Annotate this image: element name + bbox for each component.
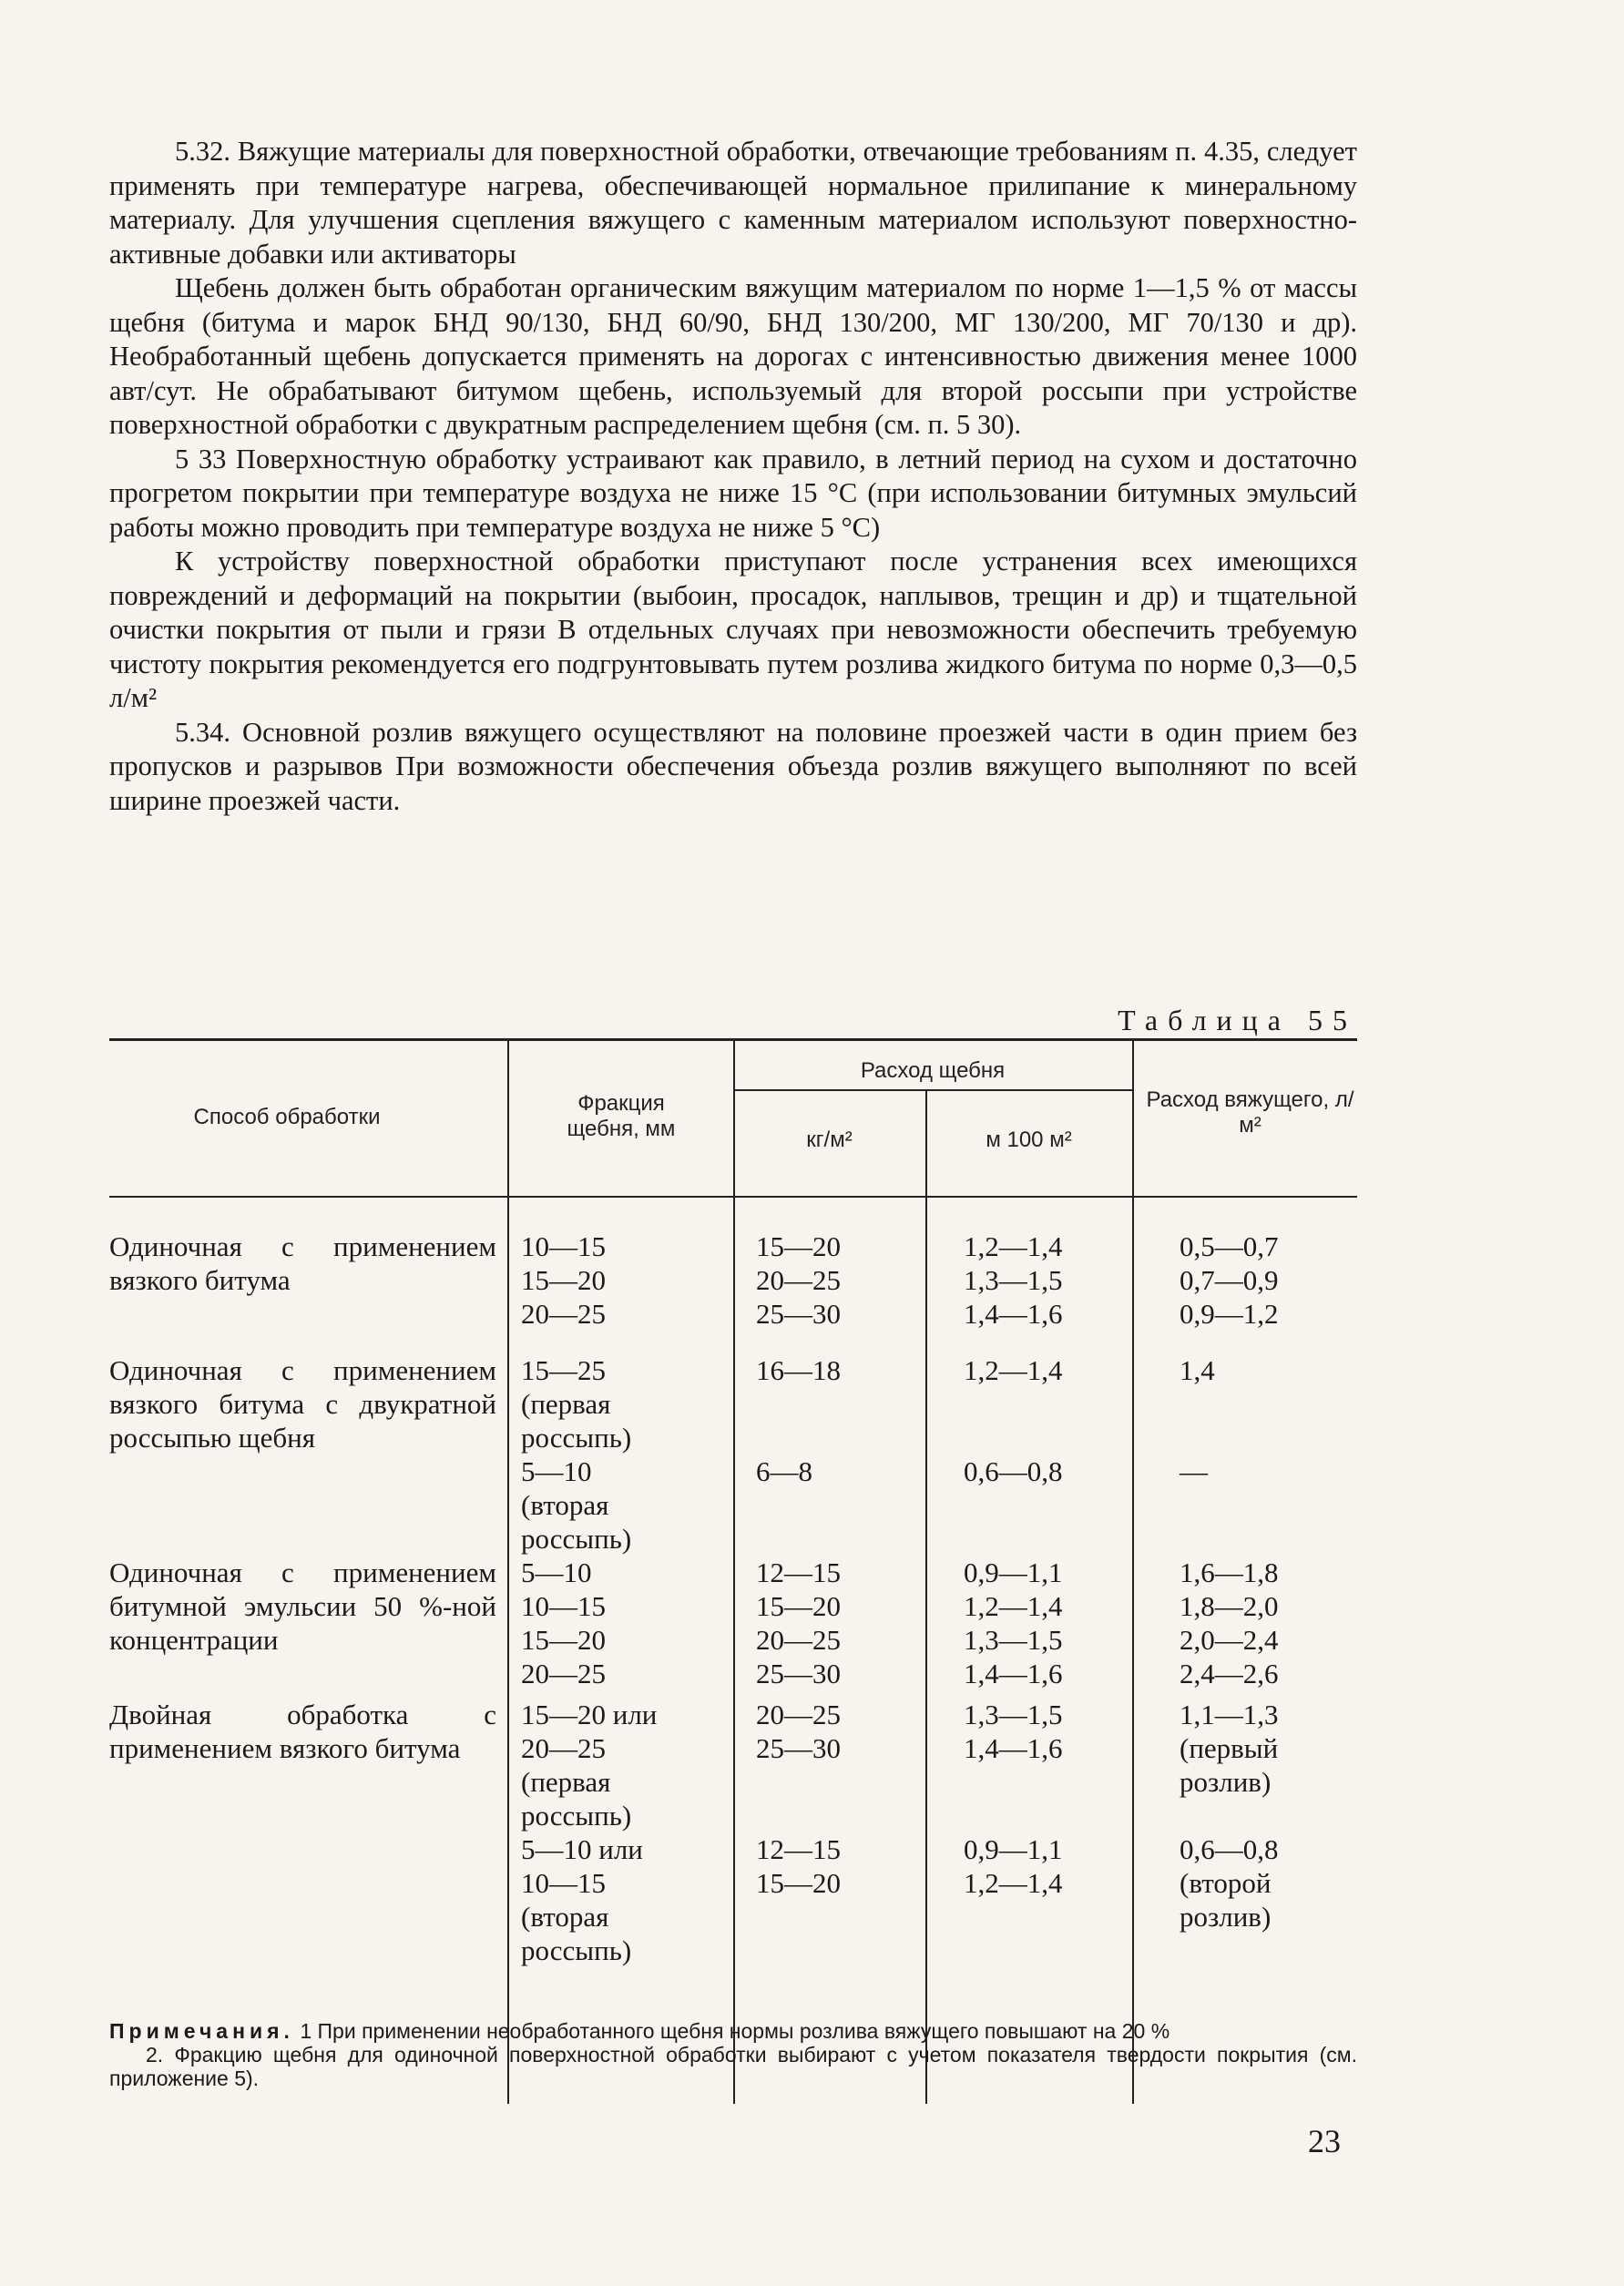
note-1	[109, 2019, 1357, 2043]
table-fraction-cell: 15—25 (первая россыпь) 5—10 (вторая россыпь)	[521, 1354, 632, 1555]
table-m3-cell: 1,2—1,4 0,6—0,8	[964, 1354, 1063, 1487]
header-binder: Расход вяжущего, л/м²	[1146, 1087, 1354, 1138]
column-divider	[925, 1089, 927, 2104]
paragraph: 5 33 Поверхностную обработку устраивают как правило, в летний период на сухом и достаточно прогретом покрытии при температуре воздуха не ниже 15 °С (при использовании битумных эмульсий работы можно проводить при температуре воздуха не ниже 5 °С)	[109, 443, 1357, 543]
table-fraction-cell: 15—20 или 20—25 (первая россыпь) 5—10 или 10—15 (вторая россыпь)	[521, 1699, 658, 1966]
table-fraction-cell: 5—10 10—15 15—20 20—25	[521, 1556, 606, 1689]
table-method-cell: Одиночная с применением битумной эмульсии 50 %-ной концентрации	[109, 1556, 496, 1656]
table-kg-cell: 20—25 25—30 12—15 15—20	[756, 1699, 841, 1899]
header-fraction: Фракция щебня, мм	[567, 1091, 676, 1141]
table-fraction-cell: 10—15 15—20 20—25	[521, 1230, 606, 1330]
table-kg-cell: 15—20 20—25 25—30	[756, 1230, 841, 1330]
paragraph: Щебень должен быть обработан органическим вяжущим материалом по норме 1—1,5 % от массы щебня (битума и марок БНД 90/130, БНД 60/90, БНД 130/200, МГ 130/200, МГ 70/130 и др). Необработанный щебень допускается применять на дорогах с интенсивностью движения менее 1000 авт/сут. Не обрабатывают битумом щебень, используемый для второй россыпи при устройстве поверхностной обработки с двукратным распределением щебня (см. п. 5 30).	[109, 272, 1357, 440]
table-m3-cell: 1,2—1,4 1,3—1,5 1,4—1,6	[964, 1230, 1063, 1330]
header-m3: м 100 м²	[986, 1128, 1072, 1152]
stone-group-rule	[733, 1089, 1132, 1091]
column-divider	[507, 1041, 509, 2104]
body-text	[109, 135, 1357, 818]
note-1-text: 1 При применении необработанного щебня нормы розлива вяжущего повышают на 20 %	[300, 2019, 1170, 2043]
table-method-cell: Двойная обработка с применением вязкого битума	[109, 1699, 496, 1764]
table-m3-cell: 1,3—1,5 1,4—1,6 0,9—1,1 1,2—1,4	[964, 1699, 1063, 1899]
paragraph: 5.34. Основной розлив вяжущего осуществляют на половине проезжей части в один прием без пропусков и разрывов При возможности обеспечения объезда розлив вяжущего выполняют по всей ширине проезжей части.	[109, 716, 1357, 816]
column-divider	[733, 1041, 735, 2104]
table-method-cell: Одиночная с применением вязкого битума с двукратной россыпью щебня	[109, 1354, 496, 1454]
paragraph: 5.32. Вяжущие материалы для поверхностной обработки, отвечающие требованиям п. 4.35, следует применять при температуре нагрева, обеспечивающей нормальное прилипание к минеральному материалу. Для улучшения сцепления вяжущего с каменным материалом используют поверхностно-активные добавки или активаторы	[109, 136, 1357, 270]
header-method: Способ обработки	[193, 1105, 381, 1129]
table-method-cell: Одиночная с применением вязкого битума	[109, 1230, 496, 1296]
table-binder-cell: 1,4 —	[1180, 1354, 1215, 1487]
header-kg: кг/м²	[806, 1128, 853, 1152]
note-2: 2. Фракцию щебня для одиночной поверхностной обработки выбирают с учетом показателя твердости покрытия (см. приложение 5).	[109, 2043, 1357, 2090]
table-notes	[109, 2019, 1357, 2090]
table-binder-cell: 1,1—1,3 (первый розлив) 0,6—0,8 (второй розлив)	[1180, 1699, 1279, 1933]
table-caption: Таблица 55	[1118, 1004, 1357, 1036]
page-number: 23	[1308, 2123, 1341, 2159]
table-binder-cell: 0,5—0,7 0,7—0,9 0,9—1,2	[1180, 1230, 1279, 1330]
paragraph: К устройству поверхностной обработки приступают после устранения всех имеющихся повреждений и деформаций на покрытии (выбоин, просадок, наплывов, трещин и др) и тщательной очистки покрытия от пыли и грязи В отдельных случаях при невозможности обеспечить требуемую чистоту покрытия рекомендуется его подгрунтовывать путем розлива жидкого битума по норме 0,3—0,5 л/м²	[109, 546, 1357, 713]
notes-label: Примечания.	[109, 2019, 294, 2043]
header-stone-consumption: Расход щебня	[860, 1058, 1006, 1083]
table-kg-cell: 16—18 6—8	[756, 1354, 841, 1487]
column-divider	[1132, 1041, 1134, 2104]
table-kg-cell: 12—15 15—20 20—25 25—30	[756, 1556, 841, 1689]
table-m3-cell: 0,9—1,1 1,2—1,4 1,3—1,5 1,4—1,6	[964, 1556, 1063, 1689]
table-binder-cell: 1,6—1,8 1,8—2,0 2,0—2,4 2,4—2,6	[1180, 1556, 1279, 1689]
